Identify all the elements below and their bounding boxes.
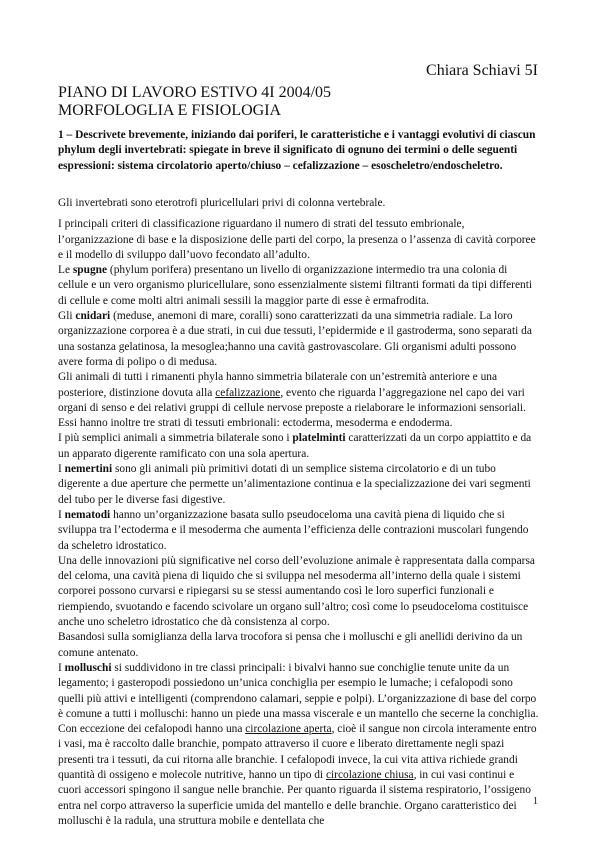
paragraph-text: Gli animali di tutti i rimanenti phyla hanno simmetria bilaterale con un’estremità anteriore e una posteriore, distinzione dovuta alla [58, 371, 498, 399]
paragraph-nemertini [58, 462, 540, 508]
question-heading: 1 – Descrivete brevemente, iniziando dai poriferi, le caratteristiche e i vantaggi evolutivi di ciascun phylum degli invertebrati: spiegate in breve il significato di ognuno dei termini o delle seguenti espressioni: sistema circolatorio aperto/chiuso – cefalizzazione – esoscheletro/endoscheletro. [58, 129, 536, 172]
paragraph-molluschi [58, 661, 540, 829]
term-molluschi: molluschi [64, 661, 112, 674]
term-spugne: spugne [72, 264, 108, 277]
paragraph-text: Le [58, 264, 73, 277]
paragraph-text: , in cui vasi continui e cuori accessori spingono il sangue nelle branchie. Per quanto riguarda il sistema respiratorio, l’ossigeno entra nel corpo attraverso la superficie umida del mantello e delle branchie. Organo caratteristico dei molluschi è la radula, una struttura mobile e dentellata che [58, 768, 531, 827]
paragraph-nematodi [58, 508, 540, 554]
term-cefalizzazione: cefalizzazione [215, 386, 281, 399]
paragraph-text: si suddividono in tre classi principali: i bivalvi hanno sue conchiglie tenute unite da un legamento; i gasteropodi possiedono un’unica conchiglia per esempio le lumache; i cefalopodi sono quelli più attivi e intelligenti (comprendono calamari, seppie e polpi). L’organizzazione di base del corpo è comune a tutti i molluschi: hanno un piede una massa viscerale e un mantello che secerne la conchiglia. Con eccezione dei cefalopodi hanno una [58, 661, 539, 736]
paragraph-classification: I principali criteri di classificazione riguardano il numero di strati del tessuto embrionale, l’organizzazione di base e la disposizione delle parti del corpo, la presenza o l’assenza di cavità corporee e il modello di sviluppo dall’uovo fecondato all’adulto. [58, 218, 536, 261]
paragraph-spugne [58, 263, 540, 309]
paragraph-text: sono gli animali più primitivi dotati di un semplice sistema circolatorio e di un tubo digerente a due aperture che permette un’alimentazione continua e la specializzazione dei vari segmenti del tubo per le diverse fasi digestive. [58, 463, 531, 506]
paragraph-celoma: Una delle innovazioni più significative nel corso dell’evoluzione animale è rappresentata dalla comparsa del celoma, una cavità piena di liquido che si sviluppa nel mesoderma all’interno della quale i sistemi corporei possono curvarsi e ripiegarsi su se stessi aumentando così le loro superfici funzionali e riempiendo, svuotando e facendo scivolare un organo sull’altro; così come lo pseudoceloma costituisce anche uno scheletro idrostatico che dà consistenza al corpo. [58, 554, 535, 629]
document-body [58, 196, 540, 829]
paragraph-text: (meduse, anemoni di mare, coralli) sono caratterizzati da una simmetria radiale. La loro organizzazione corporea è a due strati, in cui due tessuti, l’epidermide e il gastroderma, sono separati da una sostanza gelatinosa, la mesoglea;hanno una cavità gastrovascolare. Gli organismi adulti possono avere forma di polipo o di medusa. [58, 310, 532, 368]
paragraph-text: , cioè il sangue non circola interamente entro i vasi, ma è raccolto dalle branchie, pompato attraverso il cuore e liberato direttamente negli spazi presenti tra i tessuti, da cui ritorna alle branchie. I cefalopodi invece, la cui vita attiva richiede grandi quantità di ossigeno e molecole nutritive, hanno un tipo di [58, 723, 537, 781]
paragraph-cefalizzazione [58, 370, 540, 431]
title-line-2: MORFOLOGLIA E FISIOLOGIA [58, 102, 282, 119]
term-platelminti: platelminti [292, 432, 346, 445]
paragraph-text: Gli [58, 310, 76, 323]
page-number: 1 [533, 796, 538, 807]
paragraph-text: I [58, 508, 65, 521]
term-nematodi: nematodi [64, 508, 111, 521]
term-cnidari: cnidari [75, 310, 111, 323]
author-name: Chiara Schiavi 5I [426, 62, 538, 79]
paragraph-text: caratterizzati da un corpo appiattito e da un apparato digerente ramificato con una sola apertura. [58, 432, 532, 460]
paragraph-text: I [58, 661, 65, 674]
document-title [58, 84, 538, 120]
paragraph-trocofora: Basandosi sulla somiglianza della larva trocofora si pensa che i molluschi e gli anellidi derivino da un comune antenato. [58, 631, 523, 659]
term-circolazione-aperta: circolazione aperta [245, 723, 332, 736]
paragraph-intro: Gli invertebrati sono eterotrofi pluricellulari privi di colonna vertebrale. [58, 197, 386, 209]
title-line-1: PIANO DI LAVORO ESTIVO 4I 2004/05 [58, 84, 332, 101]
paragraph-cnidari [58, 309, 540, 370]
paragraph-text: hanno un’organizzazione basata sullo pseudoceloma una cavità piena di liquido che si sviluppa tra l’ectoderma e il mesoderma che aumenta l’efficienza delle contrazioni muscolari fungendo da scheletro idrostatico. [58, 508, 529, 552]
paragraph-text: , evento che riguarda l’aggregazione nel capo dei vari organi di senso e dei relativi gruppi di cellule nervose preposte a rielaborare le informazioni sensoriali. Essi hanno inoltre tre strati di tessuti embrionali: ectoderma, mesoderma e endoderma. [58, 386, 526, 430]
paragraph-text: (phylum porifera) presentano un livello di organizzazione intermedio tra una colonia di cellule e un vero organismo pluricellulare, sono essenzialmente sistemi filtranti formati da tipi differenti di cellule e come molti altri animali sessili la maggior parte di esse è ermafrodita. [58, 264, 533, 307]
term-nemertini: nemertini [64, 463, 113, 476]
paragraph-text: I più semplici animali a simmetria bilaterale sono i [58, 432, 293, 445]
paragraph-text: I [58, 463, 65, 476]
paragraph-platelminti [58, 431, 540, 462]
term-circolazione-chiusa: circolazione chiusa [325, 768, 414, 781]
